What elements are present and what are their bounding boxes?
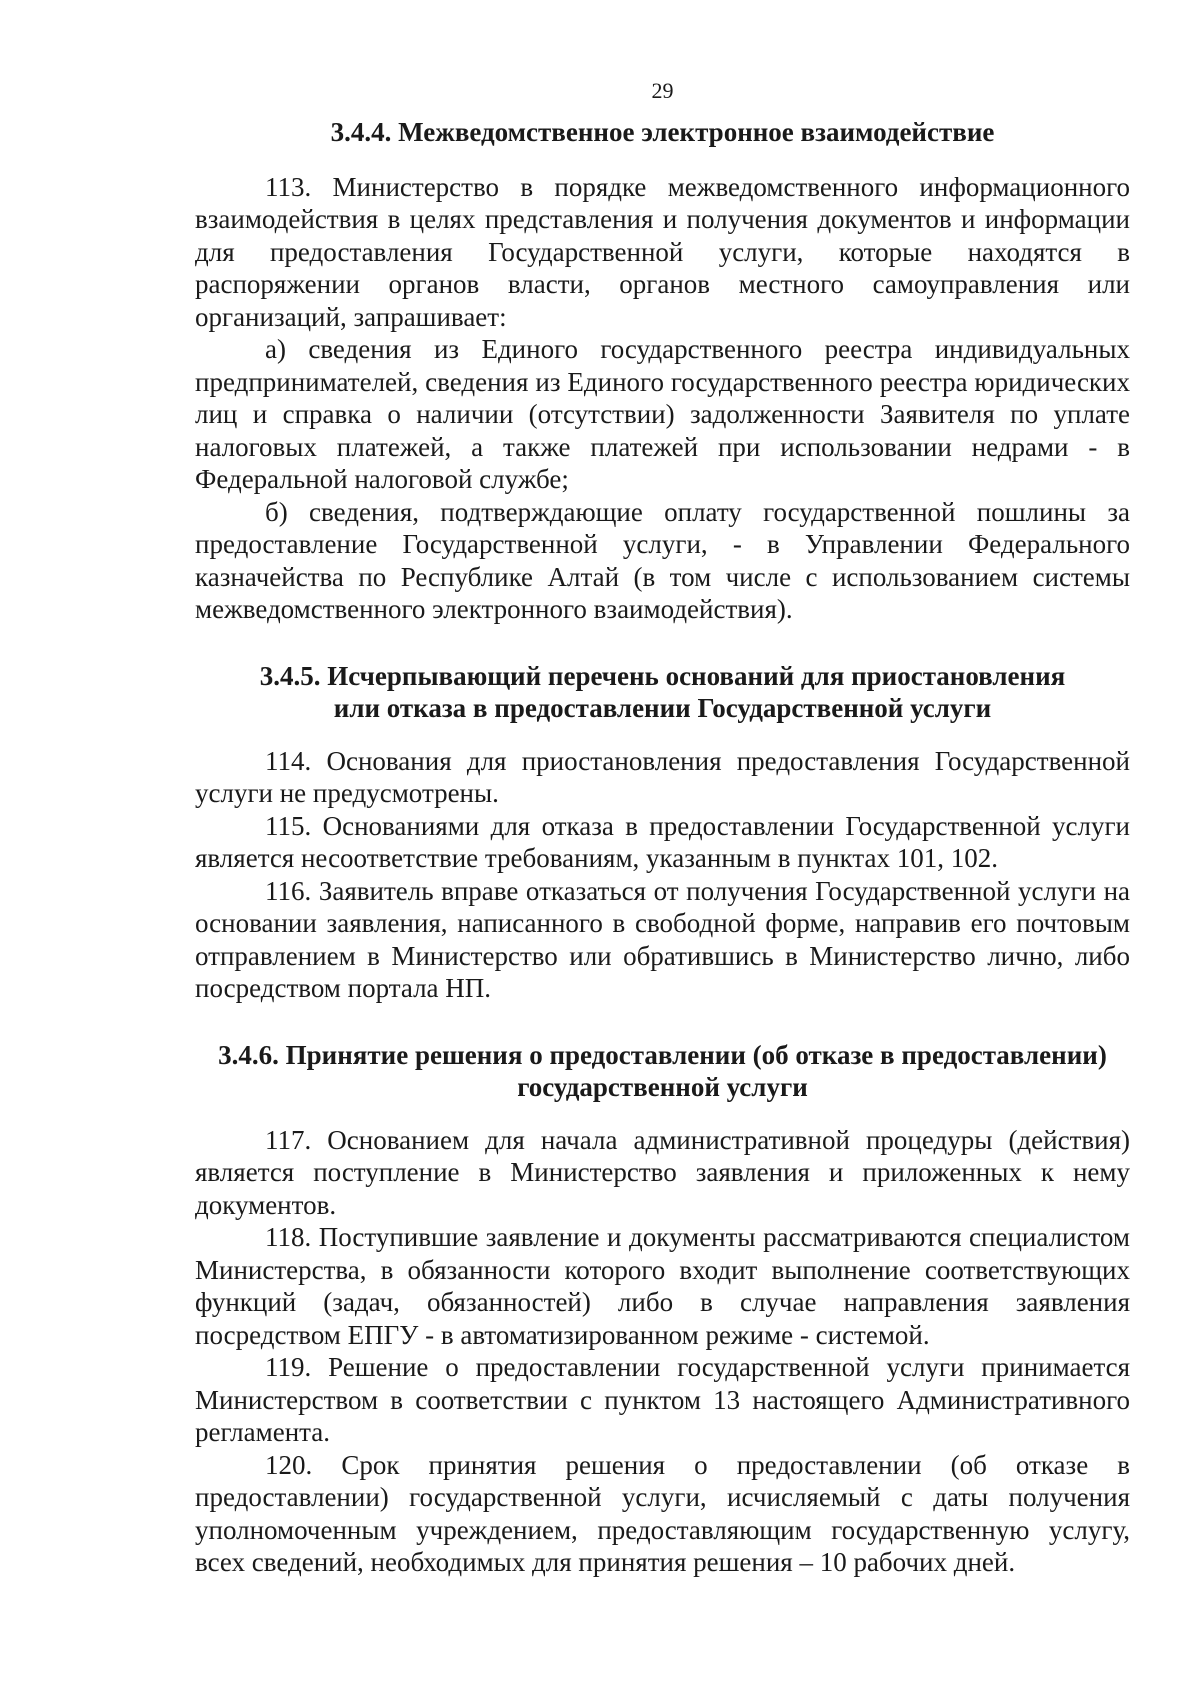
paragraph-120: 120. Срок принятия решения о предоставлении (об отказе в предоставлении) государственной услуги, исчисляемый с даты получения уполномоченным учреждением, предоставляющим государственную услугу, всех сведений, необходимых для принятия решения – 10 рабочих дней. <box>195 1449 1130 1577</box>
paragraph-116: 116. Заявитель вправе отказаться от получения Государственной услуги на основании заявления, написанного в свободной форме, направив его почтовым отправлением в Министерство или обратившись в Министерство лично, либо посредством портала НП. <box>195 875 1130 1003</box>
section-heading-3-4-5-line1: 3.4.5. Исчерпывающий перечень оснований для приостановления <box>259 660 1066 691</box>
section-heading-3-4-5 <box>195 660 1130 725</box>
section-heading-3-4-5-line2: или отказа в предоставлении Государственной услуги <box>333 693 992 723</box>
section-heading-3-4-4: 3.4.4. Межведомственное электронное взаимодействие <box>330 117 995 147</box>
section-heading-3-4-6-line2: государственной услуги <box>517 1072 808 1102</box>
paragraph-117: 117. Основанием для начала административной процедуры (действия) является поступление в Министерство заявления и приложенных к нему документов. <box>195 1124 1130 1220</box>
paragraph-114: 114. Основания для приостановления предоставления Государственной услуги не предусмотрены. <box>195 745 1130 808</box>
section-heading-3-4-6 <box>195 1039 1130 1104</box>
paragraph-118: 118. Поступившие заявление и документы рассматриваются специалистом Министерства, в обязанности которого входит выполнение соответствующих функций (задач, обязанностей) либо в случае направления заявления посредством ЕПГУ - в автоматизированном режиме - системой. <box>195 1222 1130 1350</box>
document-page <box>195 78 1130 1579</box>
paragraph-119: 119. Решение о предоставлении государственной услуги принимается Министерством в соответствии с пунктом 13 настоящего Административного регламента. <box>195 1352 1130 1447</box>
paragraph-115: 115. Основаниями для отказа в предоставлении Государственной услуги является несоответствие требованиям, указанным в пунктах 101, 102. <box>195 810 1130 873</box>
paragraph-113-a: а) сведения из Единого государственного реестра индивидуальных предпринимателей, сведения из Единого государственного реестра юридических лиц и справка о наличии (отсутствии) задолженности Заявителя по уплате налоговых платежей, а также платежей при использовании недрами - в Федеральной налоговой службе; <box>195 334 1130 494</box>
paragraph-113: 113. Министерство в порядке межведомственного информационного взаимодействия в целях представления и получения документов и информации для предоставления Государственной услуги, которые находятся в распоряжении органов власти, органов местного самоуправления или организаций, запрашивает: <box>195 171 1130 332</box>
page-number: 29 <box>651 78 674 103</box>
paragraph-113-b: б) сведения, подтверждающие оплату государственной пошлины за предоставление Государственной услуги, - в Управлении Федерального казначейства по Республике Алтай (в том числе с использованием системы межведомственного электронного взаимодействия). <box>195 496 1130 624</box>
section-heading-3-4-6-line1: 3.4.6. Принятие решения о предоставлении (об отказе в предоставлении) <box>218 1039 1107 1070</box>
